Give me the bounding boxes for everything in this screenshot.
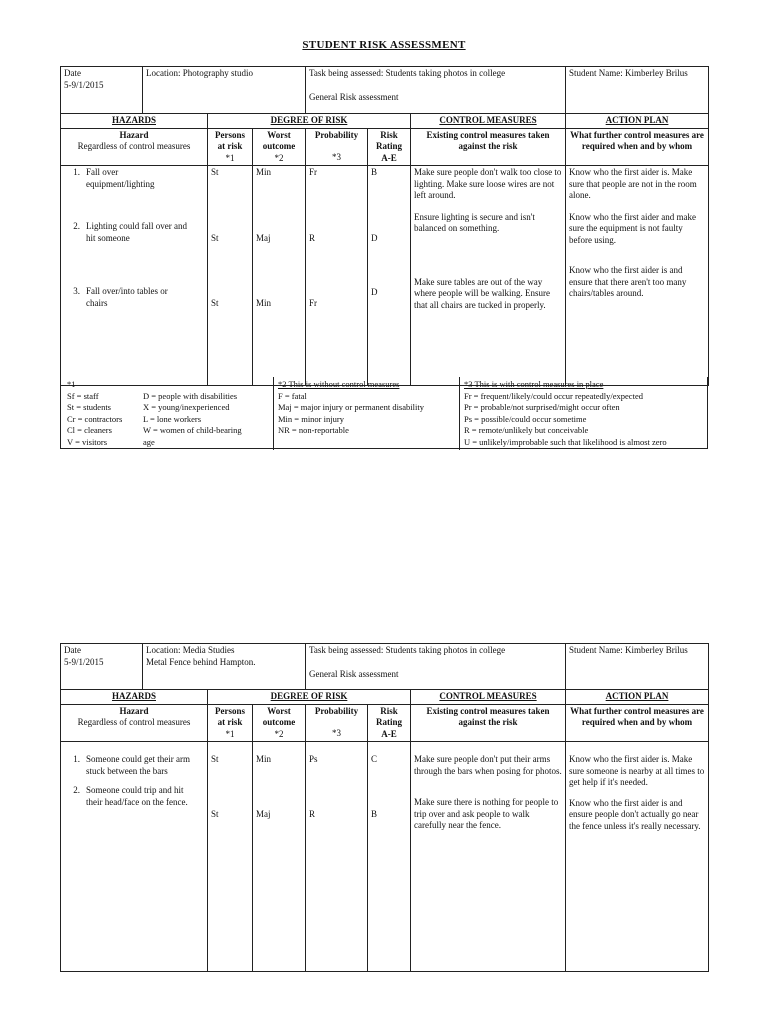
worst-1: Min (256, 754, 272, 764)
rating-col: Risk Rating (375, 705, 402, 727)
worst-1: Min (256, 167, 272, 177)
prob-2: R (309, 232, 316, 243)
rating-col: Risk Rating (375, 129, 402, 151)
control-header: CONTROL MEASURES (411, 690, 566, 705)
prob-1: Ps (309, 754, 318, 764)
hazard-rows (61, 166, 709, 386)
existing-col: Existing control measures taken against the risk (426, 705, 550, 727)
control-header: CONTROL MEASURES (411, 114, 566, 129)
location: Location: Photography studio (146, 68, 253, 78)
persons-ref: *1 (225, 728, 235, 739)
degree-header: DEGREE OF RISK (208, 690, 411, 705)
prob-ref: *3 (332, 152, 341, 162)
rating-1: C (371, 754, 378, 764)
legend-probability: *3 This is with control measures in place Fr = frequent/likely/could occur repeatedly/expected Pr = probable/not surprised/might occur often Ps = possible/could occur sometime R = remote/unlikely but conceivable U = unlikely/improbable such that likelihood is almost zero (459, 377, 708, 450)
hazard-item: 2. Someone could trip and hit their head/face on the fence. (73, 785, 188, 807)
hazard-item: 1. Fall over equipment/lighting (73, 167, 155, 189)
section-header-row (61, 114, 709, 129)
action-1: Know who the first aider is. Make sure someone is nearby at all times to get help if it's needed. (569, 754, 705, 787)
rating-1: B (371, 167, 378, 177)
persons-1: St (211, 754, 219, 764)
prob-col: Probability (314, 705, 359, 716)
rating-ref: A-E (381, 152, 397, 163)
rating-2: B (371, 808, 378, 819)
student-name: Student Name: Kimberley Brilus (569, 68, 688, 78)
existing-col: Existing control measures taken against the risk (426, 129, 550, 151)
page-title: STUDENT RISK ASSESSMENT (302, 39, 466, 51)
persons-3: St (211, 298, 219, 308)
prob-3: Fr (309, 298, 318, 308)
general-risk: General Risk assessment (309, 668, 399, 679)
general-risk: General Risk assessment (309, 91, 399, 102)
persons-2: St (211, 232, 219, 243)
rating-2: D (371, 232, 378, 243)
worst-col: Worst outcome (262, 705, 296, 727)
hazard-sub: Regardless of control measures (77, 717, 191, 727)
prob-col: Probability (314, 129, 359, 140)
student-name: Student Name: Kimberley Brilus (569, 645, 688, 655)
prob-1: Fr (309, 167, 318, 177)
control-1: Make sure people don't put their arms through the bars when posing for photos. (414, 754, 562, 776)
hazard-col: Hazard (119, 705, 149, 716)
action-header: ACTION PLAN (566, 114, 709, 129)
rating-3: D (371, 287, 378, 297)
hazards-header: HAZARDS (61, 690, 208, 705)
control-3: Make sure tables are out of the way where people will be walking. Ensure that all chairs are tucked in properly. (414, 276, 550, 310)
control-2: Ensure lighting is secure and isn't balanced on something. (414, 211, 535, 233)
hazard-col: Hazard (119, 129, 149, 140)
action-3: Know who the first aider is and ensure that there aren't too many chairs/tables around. (569, 265, 687, 298)
hazard-sub: Regardless of control measures (77, 141, 191, 151)
degree-header: DEGREE OF RISK (208, 114, 411, 129)
date-value: 5-9/1/2015 (64, 79, 104, 90)
date-label: Date (64, 68, 81, 78)
hazard-rows (61, 742, 709, 972)
prob-ref: *3 (332, 728, 341, 738)
action-header: ACTION PLAN (566, 690, 709, 705)
persons-2: St (211, 808, 219, 819)
persons-ref: *1 (225, 152, 235, 163)
date-label: Date (64, 645, 81, 655)
persons-col: Persons at risk (215, 129, 245, 151)
location: Location: Media Studies (146, 645, 235, 655)
hazards-header: HAZARDS (61, 114, 208, 129)
persons-col: Persons at risk (215, 705, 245, 727)
further-col: What further control measures are required when and by whom (570, 129, 704, 151)
location-detail: Metal Fence behind Hampton. (146, 656, 256, 667)
task: Task being assessed: Students taking photos in college (309, 68, 506, 78)
worst-2: Maj (256, 808, 271, 819)
rating-ref: A-E (381, 728, 397, 739)
action-2: Know who the first aider is and ensure people don't actually go near the fence unless it's really necessary. (569, 797, 701, 831)
legend (60, 377, 708, 449)
legend-outcome: *2 This is without control measures F = fatal Maj = major injury or permanent disability Min = minor injury NR = non-reportable (273, 377, 460, 450)
hazard-item: 1. Someone could get their arm stuck between the bars (73, 754, 190, 776)
worst-3: Min (256, 298, 272, 308)
risk-assessment-table-1 (60, 66, 709, 386)
hazard-item: 2. Lighting could fall over and hit someone (73, 221, 187, 243)
date-value: 5-9/1/2015 (64, 656, 104, 667)
worst-col: Worst outcome (262, 129, 296, 151)
info-row (61, 644, 709, 690)
column-header-row (61, 128, 709, 166)
worst-ref: *2 (274, 152, 284, 163)
control-1: Make sure people don't walk too close to lighting. Make sure loose wires are not left around. (414, 167, 562, 200)
column-header-row (61, 704, 709, 742)
action-2: Know who the first aider and make sure the equipment is not faulty before using. (569, 211, 696, 245)
legend-persons: *1 Sf = staff D = people with disabilities St = students X = young/inexperienced Cr = contractors L = lone workers Cl = cleaners W = women of child-bearing V = visitors age (67, 379, 242, 447)
section-header-row (61, 690, 709, 705)
worst-2: Maj (256, 232, 271, 243)
worst-ref: *2 (274, 728, 284, 739)
info-row (61, 67, 709, 114)
risk-assessment-table-2 (60, 643, 709, 972)
further-col: What further control measures are required when and by whom (570, 705, 704, 727)
prob-2: R (309, 808, 316, 819)
task: Task being assessed: Students taking photos in college (309, 645, 506, 655)
hazard-item: 3. Fall over/into tables or chairs (73, 286, 168, 308)
control-2: Make sure there is nothing for people to trip over and ask people to walk carefully near the fence. (414, 797, 559, 830)
persons-1: St (211, 167, 219, 177)
action-1: Know who the first aider is. Make sure that people are not in the room alone. (569, 167, 697, 200)
